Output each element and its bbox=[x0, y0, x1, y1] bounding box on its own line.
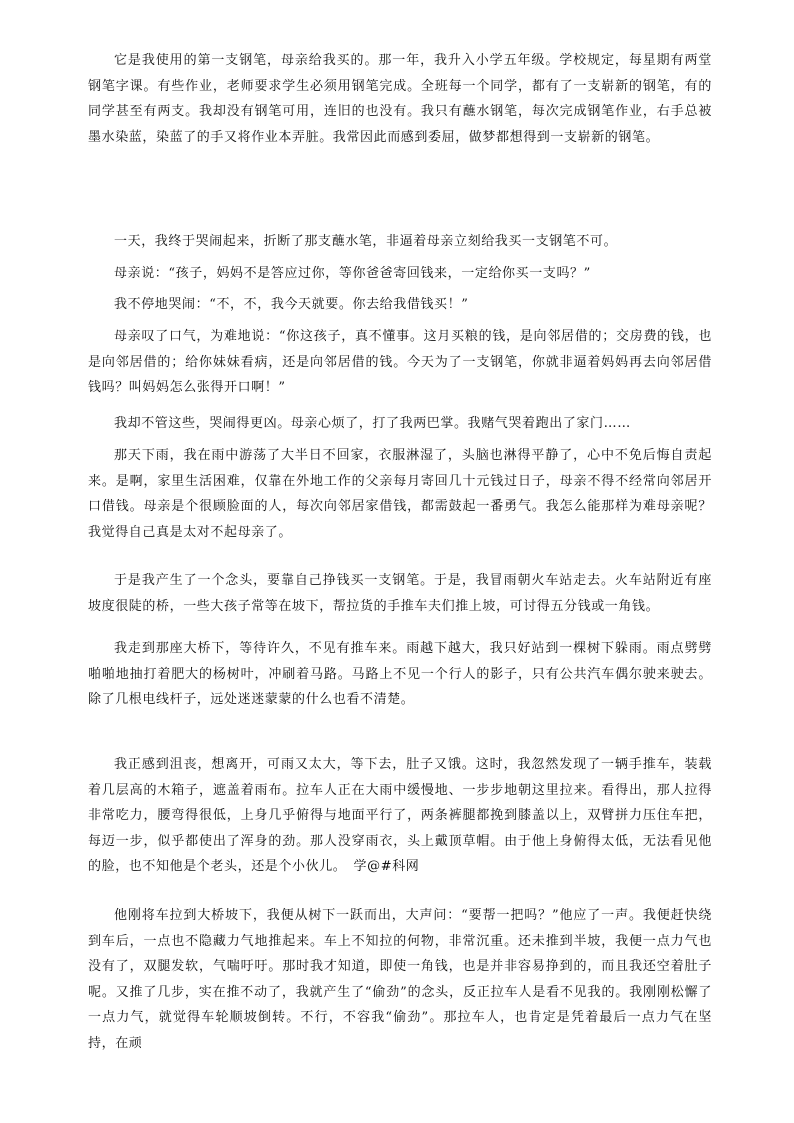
paragraph: 我走到那座大桥下，等待许久，不见有推车来。雨越下越大，我只好站到一棵树下躲雨。雨点劈劈啪啪地抽打着肥大的杨树叶，冲刷着马路。马路上不见一个行人的影子，只有公共汽车偶尔驶来驶去。除了几根电线杆子，远处迷迷蒙蒙的什么也看不清楚。 bbox=[88, 641, 712, 708]
paragraph: 我正感到沮丧，想离开，可雨又太大，等下去，肚子又饿。这时，我忽然发现了一辆手推车，装载着几层高的木箱子，遮盖着雨布。拉车人正在大雨中缓慢地、一步步地朝这里拉来。看得出，那人拉得非常吃力，腰弯得很低，上身几乎俯得与地面平行了，两条裤腿都挽到膝盖以上，双臂拼力压住车把，每迈一步，似乎都使出了浑身的劲。那人没穿雨衣，头上戴顶草帽。由于他上身俯得太低，无法看见他的脸，也不知他是个老头，还是个小伙儿。 学@#科网 bbox=[88, 757, 712, 875]
paragraph: 母亲叹了口气，为难地说：“你这孩子，真不懂事。这月买粮的钱，是向邻居借的；交房费的钱，也是向邻居借的；给你妹妹看病，还是向邻居借的钱。今天为了一支钢笔，你就非逼着妈妈再去向邻居借钱吗？叫妈妈怎么张得开口啊！” bbox=[88, 329, 712, 396]
paragraph: 它是我使用的第一支钢笔，母亲给我买的。那一年，我升入小学五年级。学校规定，每星期有两堂钢笔字课。有些作业，老师要求学生必须用钢笔完成。全班每一个同学，都有了一支崭新的钢笔，有的同学甚至有两支。我却没有钢笔可用，连旧的也没有。我只有蘸水钢笔，每次完成钢笔作业，右手总被墨水染蓝，染蓝了的手又将作业本弄脏。我常因此而感到委屈，做梦都想得到一支崭新的钢笔。 bbox=[88, 53, 712, 145]
document-page bbox=[88, 0, 712, 1123]
paragraph: 我却不管这些，哭闹得更凶。母亲心烦了，打了我两巴掌。我赌气哭着跑出了家门…… bbox=[114, 416, 631, 431]
paragraph: 那天下雨，我在雨中游荡了大半日不回家，衣服淋湿了，头脑也淋得平静了，心中不免后悔自责起来。是啊，家里生活困难，仅靠在外地工作的父亲每月寄回几十元钱过日子，母亲不得不经常向邻居开口借钱。母亲是个很顾脸面的人，每次向邻居家借钱，都需鼓起一番勇气。我怎么能那样为难母亲呢？我觉得自己真是太对不起母亲了。 bbox=[88, 448, 712, 540]
paragraph: 母亲说：“孩子，妈妈不是答应过你，等你爸爸寄回钱来，一定给你买一支吗？” bbox=[114, 266, 591, 281]
paragraph: 他刚将车拉到大桥坡下，我便从树下一跃而出，大声问：“要帮一把吗？”他应了一声。我便赶快绕到车后，一点也不隐藏力气地推起来。车上不知拉的何物，非常沉重。还未推到半坡，我便一点力气也没有了，双腿发软，气喘吁吁。那时我才知道，即使一角钱，也是并非容易挣到的，而且我还空着肚子呢。又推了几步，实在推不动了，我就产生了“偷劲”的念头，反正拉车人是看不见我的。我刚刚松懈了一点力气，就觉得车轮顺坡倒转。不行，不容我“偷劲”。那拉车人，也肯定是凭着最后一点力气在坚持，在顽 bbox=[88, 908, 712, 1051]
paragraph: 我不停地哭闹：“不，不，我今天就要。你去给我借钱买！” bbox=[114, 297, 469, 312]
paragraph: 一天，我终于哭闹起来，折断了那支蘸水笔，非逼着母亲立刻给我买一支钢笔不可。 bbox=[114, 234, 618, 249]
paragraph: 于是我产生了一个念头，要靠自己挣钱买一支钢笔。于是，我冒雨朝火车站走去。火车站附近有座坡度很陡的桥，一些大孩子常等在坡下，帮拉货的手推车夫们推上坡，可讨得五分钱或一角钱。 bbox=[88, 573, 712, 614]
